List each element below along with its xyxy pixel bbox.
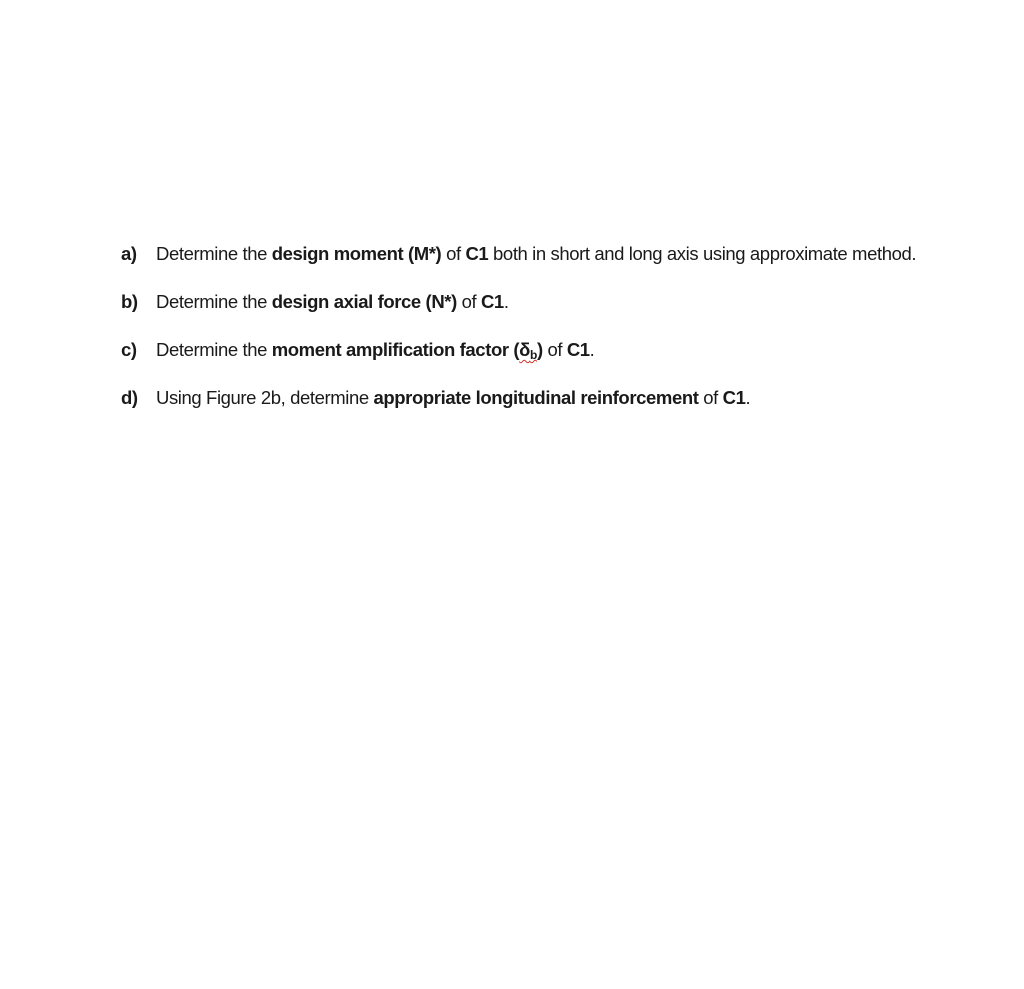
question-letter: c) <box>121 339 137 360</box>
question-text <box>156 288 509 316</box>
question-letter: d) <box>121 387 138 408</box>
question-lead: Determine the <box>156 339 272 360</box>
question-b <box>121 288 1001 316</box>
question-lead: Using Figure 2b, determine <box>156 387 374 408</box>
question-c <box>121 336 1001 364</box>
question-tail: . <box>745 387 751 408</box>
question-member: C1 <box>566 339 590 360</box>
question-tail: . <box>589 339 595 360</box>
question-mid: of <box>441 243 466 264</box>
question-letter: a) <box>121 243 137 264</box>
delta-subscript: b <box>530 348 537 362</box>
question-lead: Determine the <box>156 243 272 264</box>
question-mid: of <box>542 339 567 360</box>
question-text <box>156 240 916 268</box>
question-member: C1 <box>465 243 489 264</box>
delta-symbol: δ <box>519 339 530 360</box>
question-text <box>156 336 594 369</box>
spellcheck-underline <box>519 339 537 360</box>
question-key-term: appropriate longitudinal reinforcement <box>373 387 699 408</box>
question-member: C1 <box>722 387 746 408</box>
question-mid: of <box>456 291 481 312</box>
key-term-close: ) <box>536 339 543 360</box>
question-mid: of <box>698 387 723 408</box>
question-key-term <box>272 339 543 360</box>
question-list <box>121 240 1001 432</box>
question-member: C1 <box>480 291 504 312</box>
question-tail: both in short and long axis using approximate method. <box>488 243 917 264</box>
question-letter: b) <box>121 291 138 312</box>
question-d <box>121 384 1001 412</box>
question-key-term-text: moment amplification factor ( <box>271 339 520 360</box>
question-text <box>156 384 750 412</box>
question-key-term: design axial force (N*) <box>271 291 457 312</box>
question-key-term: design moment (M*) <box>271 243 442 264</box>
question-lead: Determine the <box>156 291 272 312</box>
question-tail: . <box>503 291 509 312</box>
question-a <box>121 240 1001 268</box>
